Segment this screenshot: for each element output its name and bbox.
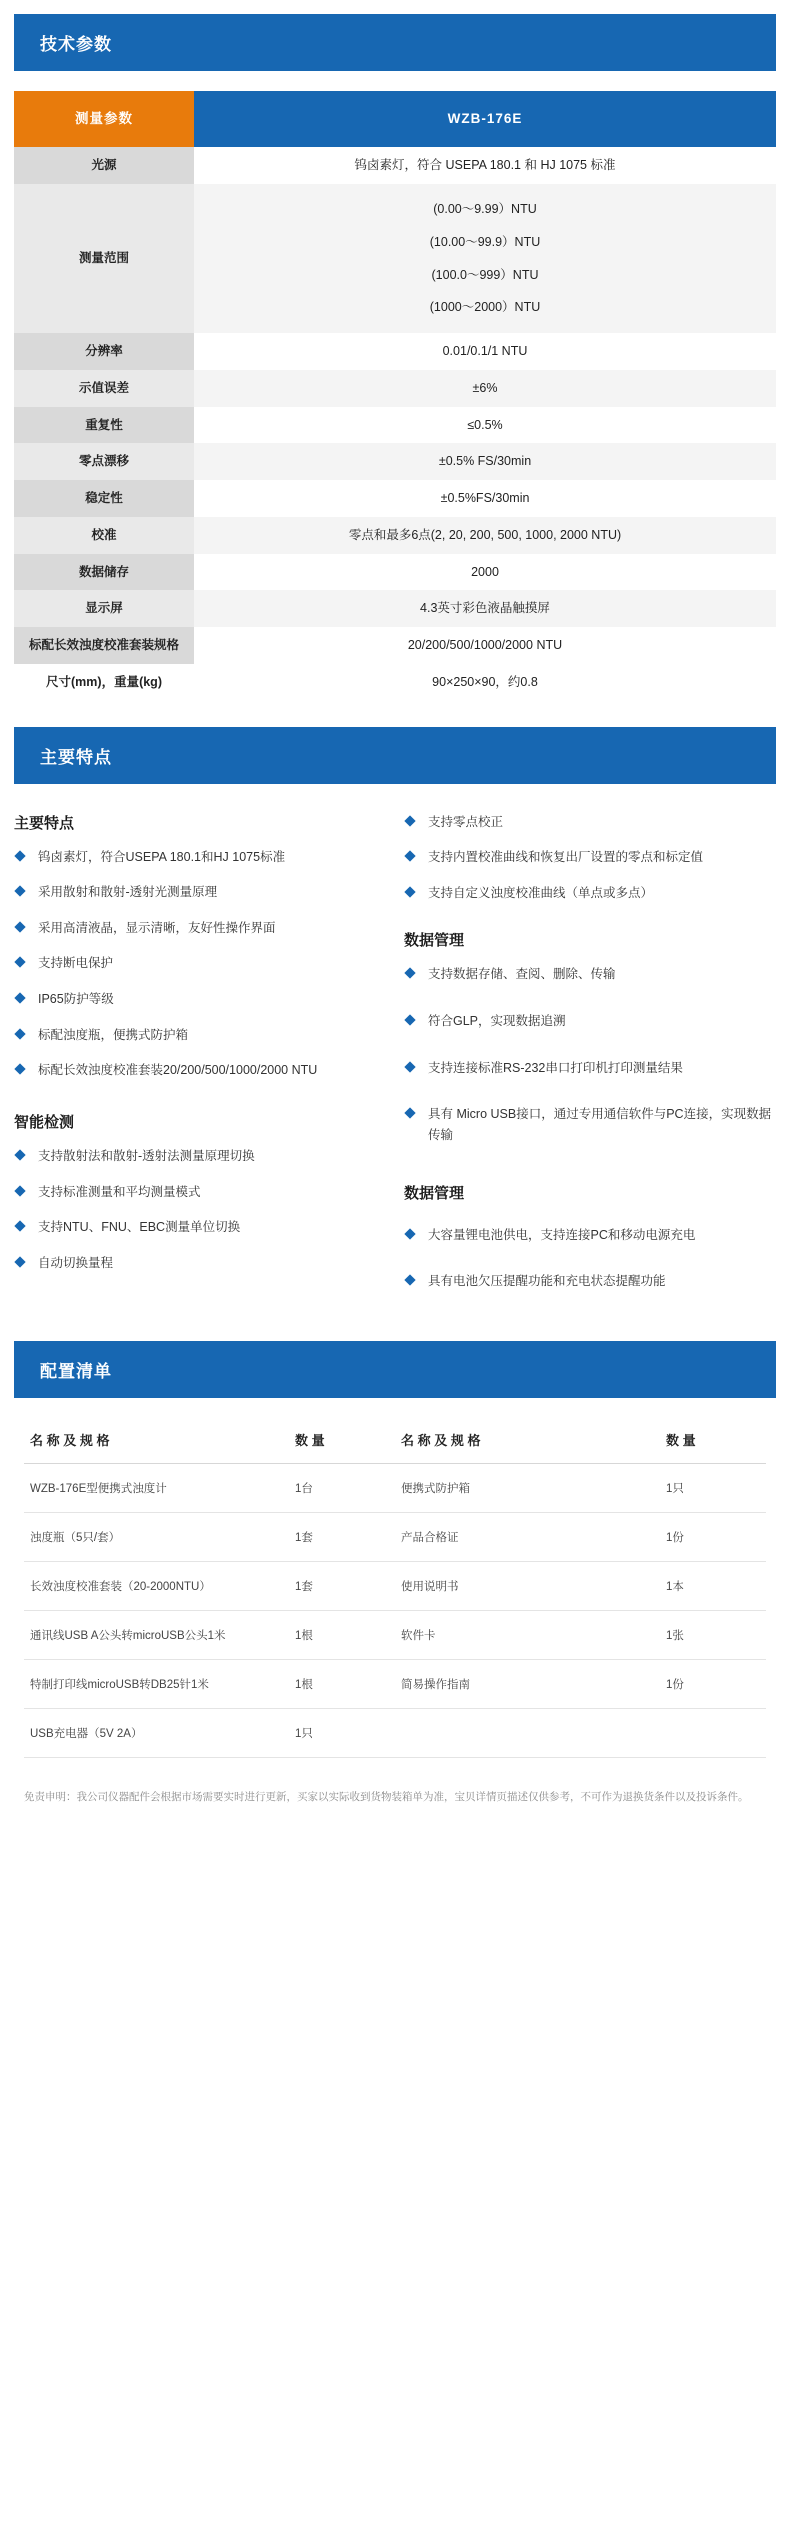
list-item xyxy=(14,1217,386,1238)
list-item xyxy=(404,812,776,833)
diamond-bullet-icon xyxy=(404,1014,415,1025)
spec-label: 数据储存 xyxy=(14,554,194,591)
list-item xyxy=(14,1182,386,1203)
spec-row-display xyxy=(14,590,776,627)
spec-label: 零点漂移 xyxy=(14,443,194,480)
range-line: (10.00～99.9）NTU xyxy=(429,234,541,249)
config-header-row xyxy=(24,1416,766,1464)
spec-value: 4.3英寸彩色液晶触摸屏 xyxy=(194,590,776,627)
config-cell: 长效浊度校准套装（20-2000NTU） xyxy=(24,1561,289,1610)
spec-row-stability xyxy=(14,480,776,517)
spec-row-resolution xyxy=(14,333,776,370)
diamond-bullet-icon xyxy=(14,1064,25,1075)
diamond-bullet-icon xyxy=(404,815,415,826)
config-header-name-2: 名 称 及 规 格 xyxy=(395,1416,660,1464)
table-row xyxy=(24,1659,766,1708)
product-detail-page xyxy=(0,14,790,1835)
spec-label: 光源 xyxy=(14,147,194,184)
config-cell xyxy=(395,1708,660,1757)
diamond-bullet-icon xyxy=(14,1149,25,1160)
config-cell: 1台 xyxy=(289,1463,395,1512)
config-cell xyxy=(660,1708,766,1757)
feature-group-title: 数据管理 xyxy=(404,1184,465,1202)
config-table xyxy=(24,1416,766,1758)
config-cell: 浊度瓶（5只/套） xyxy=(24,1512,289,1561)
list-item xyxy=(14,1025,386,1046)
diamond-bullet-icon xyxy=(14,1220,25,1231)
list-item-label: IP65防护等级 xyxy=(38,992,114,1006)
list-item xyxy=(404,1271,776,1292)
list-item-label: 支持散射法和散射-透射法测量原理切换 xyxy=(38,1148,255,1163)
diamond-bullet-icon xyxy=(14,1256,25,1267)
feature-list-data-management xyxy=(404,964,776,1145)
config-cell: 1套 xyxy=(289,1561,395,1610)
config-cell: 1根 xyxy=(289,1659,395,1708)
list-item-label: 大容量锂电池供电，支持连接PC和移动电源充电 xyxy=(428,1227,696,1242)
config-cell: 1根 xyxy=(289,1610,395,1659)
section-header-config: 配置清单 xyxy=(14,1341,776,1398)
spec-header-param: 测量参数 xyxy=(14,91,194,147)
spec-label: 显示屏 xyxy=(14,590,194,627)
table-row xyxy=(24,1463,766,1512)
table-row xyxy=(24,1512,766,1561)
feature-group-title: 主要特点 xyxy=(14,814,75,832)
spec-table-wrapper xyxy=(14,91,776,701)
spec-table-header-row xyxy=(14,91,776,147)
spec-row-storage xyxy=(14,554,776,591)
list-item xyxy=(14,1253,386,1274)
config-table-wrapper xyxy=(24,1416,766,1758)
list-item-label: 标配长效浊度校准套装20/200/500/1000/2000 NTU xyxy=(38,1063,318,1078)
disclaimer-text: 免责申明：我公司仪器配件会根据市场需要实时进行更新，买家以实际收到货物装箱单为准，宝贝详情页描述仅供参考，不可作为退换货条件以及投诉条件。 xyxy=(24,1790,749,1803)
list-item-label: 支持标准测量和平均测量模式 xyxy=(38,1184,201,1199)
diamond-bullet-icon xyxy=(404,850,415,861)
diamond-bullet-icon xyxy=(14,885,25,896)
diamond-bullet-icon xyxy=(14,850,25,861)
spec-label: 尺寸(mm)，重量(kg) xyxy=(14,664,194,701)
spec-label: 稳定性 xyxy=(14,480,194,517)
spec-row-light-source xyxy=(14,147,776,184)
spec-table xyxy=(14,91,776,701)
spec-value: 零点和最多6点(2, 20, 200, 500, 1000, 2000 NTU) xyxy=(194,517,776,554)
spec-value: 90×250×90，约0.8 xyxy=(194,664,776,701)
config-cell: 软件卡 xyxy=(395,1610,660,1659)
list-item-label: 支持数据存储、查阅、删除、传输 xyxy=(428,967,616,982)
range-line: (100.0～999）NTU xyxy=(431,267,539,282)
table-row xyxy=(24,1708,766,1757)
list-item-label: 采用高清液晶，显示清晰，友好性操作界面 xyxy=(38,920,276,935)
spec-header-model: WZB-176E xyxy=(194,91,776,147)
config-cell: 特制打印线microUSB转DB25针1米 xyxy=(24,1659,289,1708)
spec-value: ±0.5% FS/30min xyxy=(194,443,776,480)
config-cell: 便携式防护箱 xyxy=(395,1463,660,1512)
list-item-label: 具有 Micro USB接口，通过专用通信软件与PC连接，实现数据传输 xyxy=(428,1107,772,1142)
range-line: (1000～2000）NTU xyxy=(429,300,541,315)
list-item-label: 支持零点校正 xyxy=(428,814,504,829)
spec-row-repeatability xyxy=(14,407,776,444)
diamond-bullet-icon xyxy=(404,886,415,897)
diamond-bullet-icon xyxy=(404,1108,415,1119)
list-item xyxy=(14,847,386,868)
list-item xyxy=(404,1104,776,1145)
feature-list-smart-detection xyxy=(14,1146,386,1274)
section-header-spec: 技术参数 xyxy=(14,14,776,71)
list-item xyxy=(404,964,776,985)
diamond-bullet-icon xyxy=(14,921,25,932)
config-cell: 1份 xyxy=(660,1512,766,1561)
list-item-label: 标配浊度瓶，便携式防护箱 xyxy=(38,1027,189,1042)
list-item xyxy=(14,1146,386,1167)
list-item-label: 支持断电保护 xyxy=(38,956,114,971)
list-item-label: 自动切换量程 xyxy=(38,1255,114,1270)
config-cell: 1份 xyxy=(660,1659,766,1708)
list-item xyxy=(404,883,776,904)
spec-label: 校准 xyxy=(14,517,194,554)
table-row xyxy=(24,1610,766,1659)
features-section xyxy=(14,806,776,1307)
spec-value: 20/200/500/1000/2000 NTU xyxy=(194,627,776,664)
diamond-bullet-icon xyxy=(14,992,25,1003)
list-item xyxy=(404,1058,776,1079)
list-item-label: 钨卤素灯，符合USEPA 180.1和HJ 1075标准 xyxy=(38,849,286,864)
config-cell: 1套 xyxy=(289,1512,395,1561)
spec-value: ≤0.5% xyxy=(194,407,776,444)
list-item xyxy=(404,1011,776,1032)
table-row xyxy=(24,1561,766,1610)
feature-group-title: 智能检测 xyxy=(14,1113,75,1131)
diamond-bullet-icon xyxy=(404,1228,415,1239)
feature-list-calibration xyxy=(404,812,776,904)
spec-row-range xyxy=(14,184,776,333)
list-item xyxy=(14,882,386,903)
list-item-label: 采用散射和散射-透射光测量原理 xyxy=(38,885,218,900)
config-cell: 简易操作指南 xyxy=(395,1659,660,1708)
diamond-bullet-icon xyxy=(14,957,25,968)
spec-value: ±6% xyxy=(194,370,776,407)
spec-row-standard-kit xyxy=(14,627,776,664)
diamond-bullet-icon xyxy=(404,1061,415,1072)
config-cell: 使用说明书 xyxy=(395,1561,660,1610)
feature-list-power xyxy=(404,1225,776,1292)
config-cell: USB充电器（5V 2A） xyxy=(24,1708,289,1757)
config-header-qty-2: 数 量 xyxy=(660,1416,766,1464)
list-item-label: 支持NTU、FNU、EBC测量单位切换 xyxy=(38,1220,241,1235)
config-cell: 1只 xyxy=(660,1463,766,1512)
list-item-label: 符合GLP，实现数据追溯 xyxy=(428,1014,566,1028)
list-item xyxy=(404,847,776,868)
spec-label: 测量范围 xyxy=(14,184,194,333)
spec-value: 0.01/0.1/1 NTU xyxy=(194,333,776,370)
feature-list-main xyxy=(14,847,386,1081)
spec-label: 分辨率 xyxy=(14,333,194,370)
config-header-name-1: 名 称 及 规 格 xyxy=(24,1416,289,1464)
list-item-label: 支持连接标准RS-232串口打印机打印测量结果 xyxy=(428,1060,683,1075)
range-line: (0.00～9.99）NTU xyxy=(433,202,537,216)
config-cell: 1本 xyxy=(660,1561,766,1610)
spec-row-accuracy xyxy=(14,370,776,407)
feature-group-title: 数据管理 xyxy=(404,932,465,950)
diamond-bullet-icon xyxy=(14,1028,25,1039)
spec-value: 2000 xyxy=(194,554,776,591)
list-item xyxy=(14,918,386,939)
list-item xyxy=(14,989,386,1010)
config-cell: 1只 xyxy=(289,1708,395,1757)
list-item-label: 支持自定义浊度校准曲线（单点或多点） xyxy=(428,885,654,900)
spec-value: 钨卤素灯，符合 USEPA 180.1 和 HJ 1075 标准 xyxy=(194,147,776,184)
list-item-label: 支持内置校准曲线和恢复出厂设置的零点和标定值 xyxy=(428,850,704,865)
diamond-bullet-icon xyxy=(14,1185,25,1196)
features-right-column xyxy=(404,806,776,1307)
config-cell: 1张 xyxy=(660,1610,766,1659)
spec-value: ±0.5%FS/30min xyxy=(194,480,776,517)
list-item xyxy=(14,953,386,974)
config-cell: 产品合格证 xyxy=(395,1512,660,1561)
spec-row-dimensions xyxy=(14,664,776,701)
spec-label: 示值误差 xyxy=(14,370,194,407)
list-item xyxy=(14,1060,386,1081)
spec-label: 重复性 xyxy=(14,407,194,444)
section-header-features: 主要特点 xyxy=(14,727,776,784)
list-item-label: 具有电池欠压提醒功能和充电状态提醒功能 xyxy=(428,1274,666,1289)
diamond-bullet-icon xyxy=(404,968,415,979)
spec-row-zero-drift xyxy=(14,443,776,480)
spec-row-calibration xyxy=(14,517,776,554)
config-cell: 通讯线USB A公头转microUSB公头1米 xyxy=(24,1610,289,1659)
config-header-qty-1: 数 量 xyxy=(289,1416,395,1464)
diamond-bullet-icon xyxy=(404,1274,415,1285)
spec-label: 标配长效浊度校准套装规格 xyxy=(14,627,194,664)
spec-value-multiline xyxy=(194,184,776,333)
features-left-column xyxy=(14,806,386,1307)
config-cell: WZB-176E型便携式浊度计 xyxy=(24,1463,289,1512)
list-item xyxy=(404,1225,776,1246)
